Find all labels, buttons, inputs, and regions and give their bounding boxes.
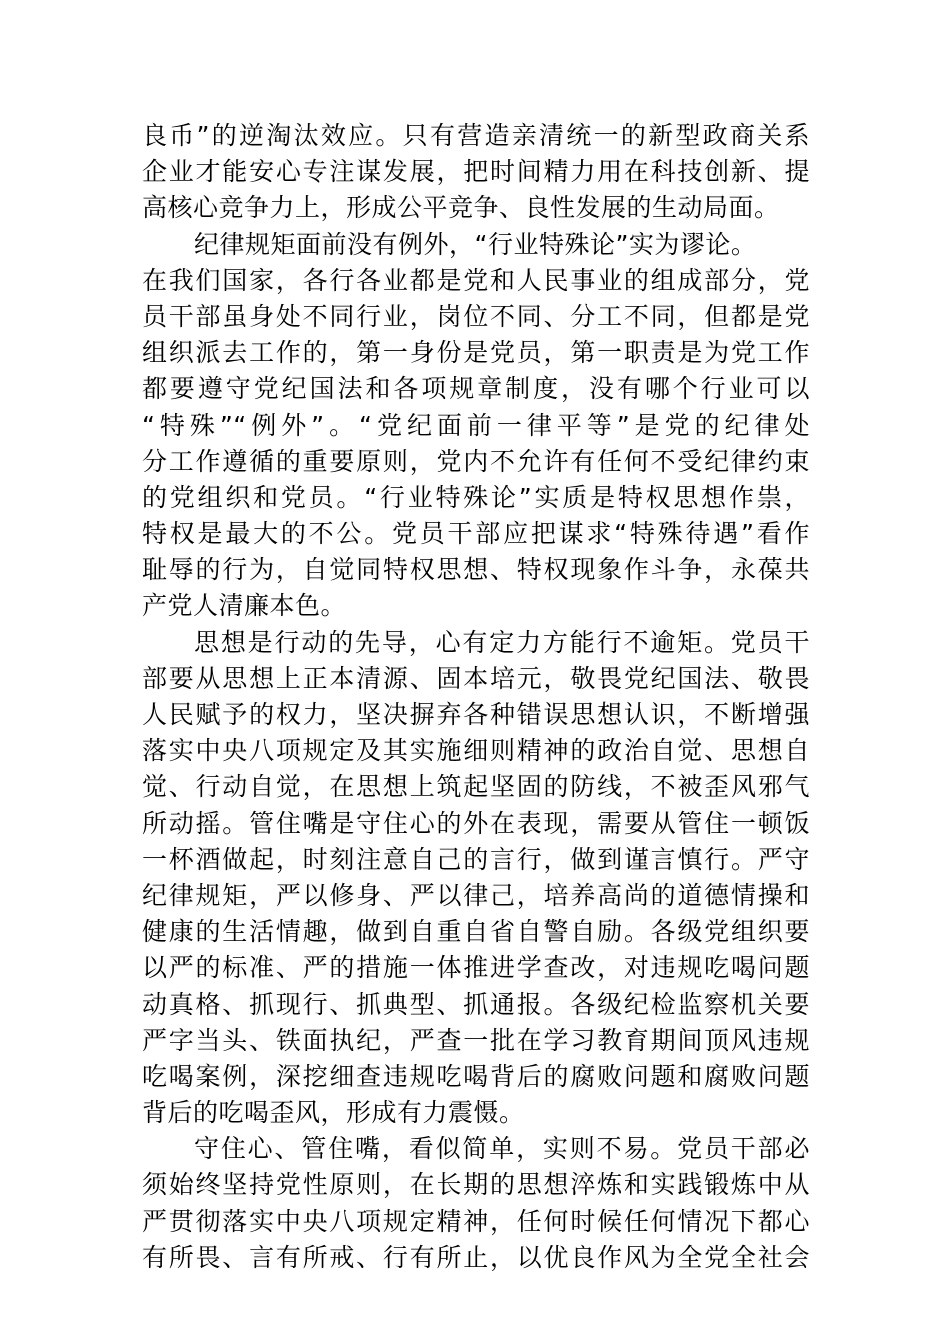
text-line: 动真格、抓现行、抓典型、抓通报。各级纪检监察机关要 [142, 989, 810, 1019]
text-line: 所动摇。管住嘴是守住心的外在表现，需要从管住一顿饭 [142, 808, 810, 838]
text-line: 须始终坚持党性原则，在长期的思想淬炼和实践锻炼中从 [142, 1170, 810, 1200]
text-line: 严贯彻落实中央八项规定精神，任何时候任何情况下都心 [142, 1206, 810, 1236]
paragraph-first-line: 纪律规矩面前没有例外，“行业特殊论”实为谬论。 [194, 229, 757, 259]
text-line: 员干部虽身处不同行业，岗位不同、分工不同，但都是党 [142, 301, 810, 331]
paragraph-last-line: 产党人清廉本色。 [142, 591, 347, 621]
text-line: 企业才能安心专注谋发展，把时间精力用在科技创新、提 [142, 157, 810, 187]
text-line: 耻辱的行为，自觉同特权思想、特权现象作斗争，永葆共 [142, 555, 810, 585]
text-line: 健康的生活情趣，做到自重自省自警自励。各级党组织要 [142, 917, 810, 947]
text-line: 分工作遵循的重要原则，党内不允许有任何不受纪律约束 [142, 446, 810, 476]
text-line: 吃喝案例，深挖细查违规吃喝背后的腐败问题和腐败问题 [142, 1061, 810, 1091]
text-line: 高核心竞争力上，形成公平竞争、良性发展的生动局面。 [142, 193, 780, 223]
text-line: 的党组织和党员。“行业特殊论”实质是特权思想作祟， [142, 482, 810, 512]
text-line: 以严的标准、严的措施一体推进学查改，对违规吃喝问题 [142, 953, 810, 983]
text-line: 部要从思想上正本清源、固本培元，敬畏党纪国法、敬畏 [142, 663, 810, 693]
text-line: “特殊”“例外”。“党纪面前一律平等”是党的纪律处 [142, 410, 810, 440]
text-line: 一杯酒做起，时刻注意自己的言行，做到谨言慎行。严守 [142, 844, 810, 874]
text-line: 人民赋予的权力，坚决摒弃各种错误思想认识，不断增强 [142, 700, 810, 729]
text-line: 有所畏、言有所戒、行有所止，以优良作风为全党全社会 [142, 1242, 810, 1272]
paragraph-first-line: 思想是行动的先导，心有定力方能行不逾矩。党员干 [194, 627, 810, 657]
paragraph-first-line: 守住心、管住嘴，看似简单，实则不易。党员干部必 [194, 1134, 810, 1164]
text-line: 特权是最大的不公。党员干部应把谋求“特殊待遇”看作 [142, 519, 810, 549]
text-line: 觉、行动自觉，在思想上筑起坚固的防线，不被歪风邪气 [142, 772, 810, 802]
text-line: 纪律规矩，严以修身、严以律己，培养高尚的道德情操和 [142, 880, 810, 910]
text-line: 都要遵守党纪国法和各项规章制度，没有哪个行业可以 [142, 374, 810, 404]
paragraph-last-line: 背后的吃喝歪风，形成有力震慑。 [142, 1098, 525, 1128]
text-line: 落实中央八项规定及其实施细则精神的政治自觉、思想自 [142, 736, 810, 766]
text-line: 良币”的逆淘汰效应。只有营造亲清统一的新型政商关系 [142, 121, 810, 150]
text-line: 在我们国家，各行各业都是党和人民事业的组成部分，党 [142, 265, 810, 295]
article-body [142, 118, 810, 1276]
text-line: 严字当头、铁面执纪，严查一批在学习教育期间顶风违规 [142, 1025, 810, 1055]
text-line: 组织派去工作的，第一身份是党员，第一职责是为党工作 [142, 338, 810, 368]
